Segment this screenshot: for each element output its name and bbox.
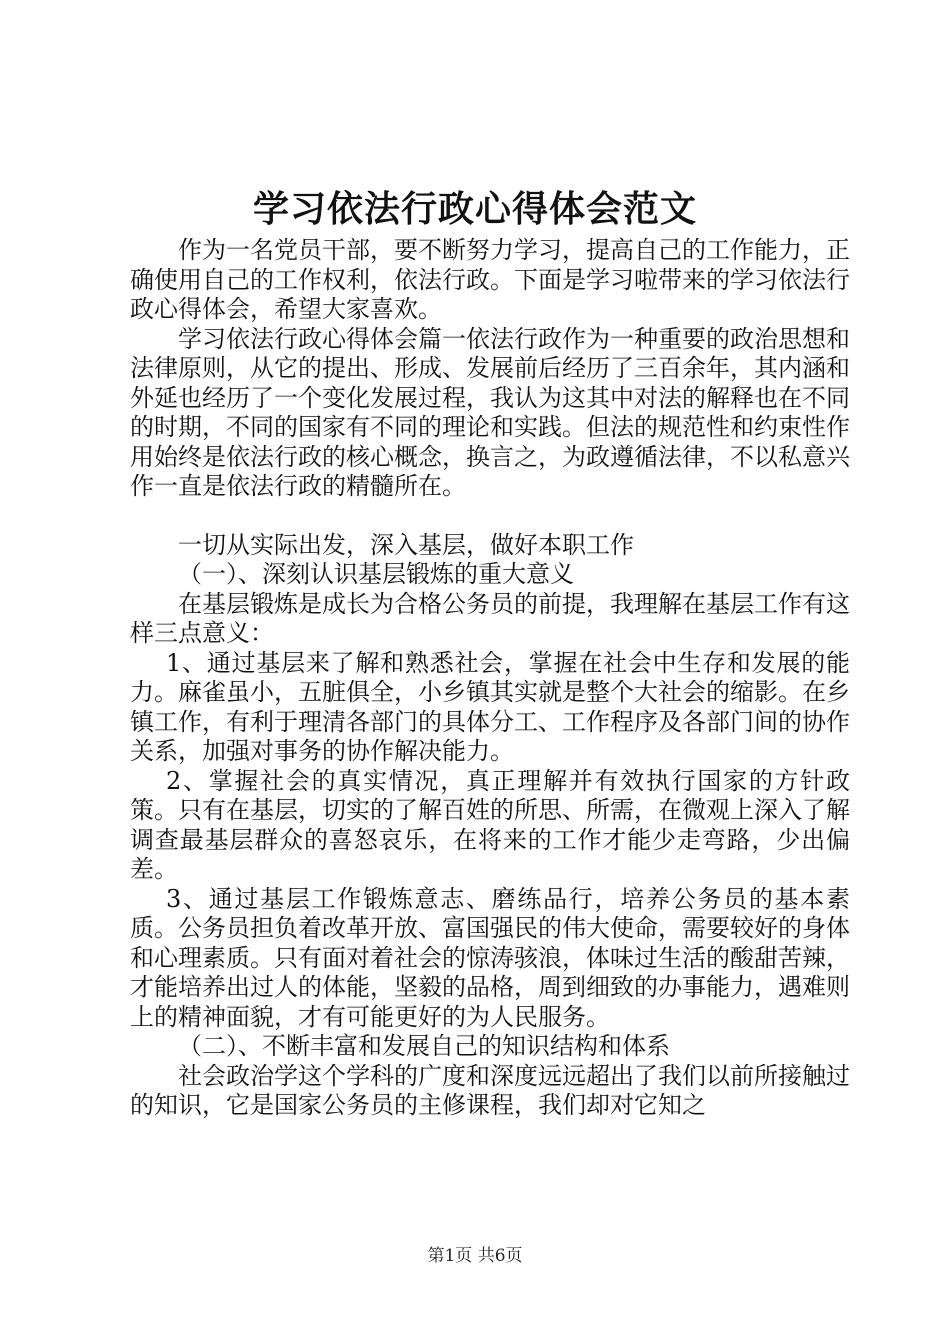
- section-heading-two: （二）、不断丰富和发展自己的知识结构和体系: [178, 1032, 670, 1060]
- document-title: 学习依法行政心得体会范文: [252, 188, 697, 230]
- list-item-point-3: 3、通过基层工作锻炼意志、磨练品行，培养公务员的基本素质。公务员担负着改革开放、富国强民的伟大使命，需要较好的身体和心理素质。只有面对着社会的惊涛骇浪，体味过生活的酸甜苦辣，才能培养出过人的体能，坚毅的品格，周到细致的办事能力，遇难则上的精神面貌，才有可能更好的为人民服务。: [130, 884, 850, 1031]
- paragraph-knowledge: 社会政治学这个学科的广度和深度远远超出了我们以前所接触过的知识，它是国家公务员的主修课程，我们却对它知之: [130, 1061, 850, 1119]
- list-item-point-2: 2、掌握社会的真实情况，真正理解并有效执行国家的方针政策。只有在基层，切实的了解百姓的所思、所需，在微观上深入了解调查最基层群众的喜怒哀乐，在将来的工作才能少走弯路，少出偏差。: [130, 766, 850, 883]
- document-body: [130, 236, 850, 1121]
- section-heading-one: （一）、深刻认识基层锻炼的重大意义: [178, 560, 574, 588]
- list-item-point-1: 1、通过基层来了解和熟悉社会，掌握在社会中生存和发展的能力。麻雀虽小，五脏俱全，小乡镇其实就是整个大社会的缩影。在乡镇工作，有利于理清各部门的具体分工、工作程序及各部门间的协作关系，加强对事务的协作解决能力。: [130, 648, 850, 765]
- page-footer: 第1页 共6页: [427, 1246, 523, 1266]
- paragraph-essay-one: 学习依法行政心得体会篇一依法行政作为一种重要的政治思想和法律原则，从它的提出、形成、发展前后经历了三百余年，其内涵和外延也经历了一个变化发展过程，我认为这其中对法的解释也在不同的时期，不同的国家有不同的理论和实践。但法的规范性和约束性作用始终是依法行政的核心概念，换言之，为政遵循法律，不以私意兴作一直是依法行政的精髓所在。: [130, 324, 850, 500]
- paragraph-significance: 在基层锻炼是成长为合格公务员的前提，我理解在基层工作有这样三点意义：: [130, 589, 850, 647]
- paragraph-intro: 作为一名党员干部，要不断努力学习，提高自己的工作能力，正确使用自己的工作权利，依法行政。下面是学习啦带来的学习依法行政心得体会，希望大家喜欢。: [130, 236, 850, 323]
- section-heading-main: 一切从实际出发，深入基层，做好本职工作: [178, 530, 634, 559]
